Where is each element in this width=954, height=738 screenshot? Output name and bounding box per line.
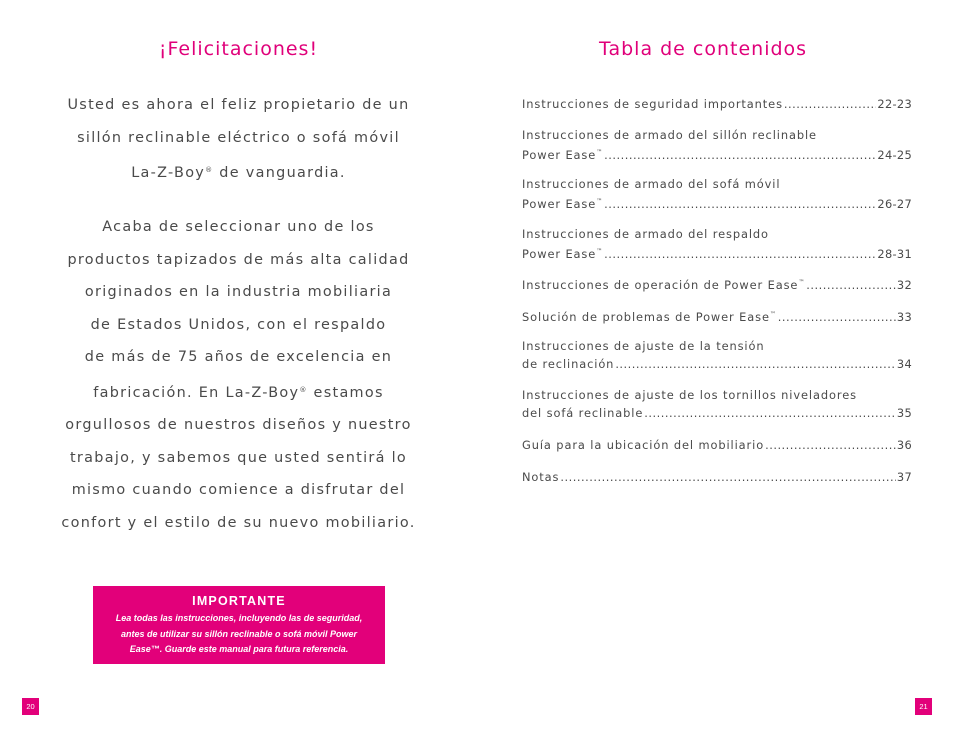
intro-line: de más de 75 años de excelencia en bbox=[84, 349, 393, 365]
toc-entry-title: Instrucciones de armado del respaldo bbox=[522, 227, 769, 241]
toc-entry-row bbox=[522, 355, 912, 373]
toc-leader-dots bbox=[604, 245, 876, 263]
toc-page-number: 24-25 bbox=[877, 148, 912, 162]
toc-entry-label-text: Power Ease bbox=[522, 148, 597, 162]
toc-entry-label bbox=[522, 306, 777, 326]
toc-page-number: 37 bbox=[896, 470, 912, 484]
toc-page-number: 36 bbox=[896, 438, 912, 452]
toc-leader-dots bbox=[778, 308, 896, 326]
intro-text: fabricación. En La-Z-Boy bbox=[93, 384, 300, 401]
intro-line: trabajo, y sabemos que usted sentirá lo bbox=[69, 449, 407, 466]
intro-line: Acaba de seleccionar uno de los bbox=[102, 219, 375, 235]
toc-leader-dots bbox=[560, 468, 896, 486]
toc-leader-dots bbox=[806, 276, 896, 294]
important-body bbox=[93, 611, 385, 658]
toc-entry-title: Instrucciones de armado del sofá móvil bbox=[522, 177, 781, 191]
toc-entry[interactable] bbox=[522, 225, 912, 263]
toc-entry-label-text: Instrucciones de operación de Power Ease bbox=[522, 278, 799, 292]
intro-line: de Estados Unidos, con el respaldo bbox=[90, 316, 387, 333]
toc-entry-row bbox=[522, 95, 912, 113]
toc-entry-label-text: Power Ease bbox=[522, 247, 597, 261]
toc-entry[interactable] bbox=[522, 468, 912, 486]
toc-page-number: 34 bbox=[896, 357, 912, 371]
toc-entry-row bbox=[522, 404, 912, 422]
important-line: Lea todas las instrucciones, incluyendo las de seguridad, bbox=[115, 613, 363, 623]
toc-entry-label-text: Guía para la ubicación del mobiliario bbox=[522, 438, 765, 452]
toc-entry-row bbox=[522, 274, 912, 294]
toc-entry-label-text: Instrucciones de seguridad importantes bbox=[522, 97, 783, 111]
intro-text: de vanguardia. bbox=[213, 165, 346, 181]
page-number-right: 21 bbox=[915, 698, 932, 715]
toc-entry-title: Instrucciones de armado del sillón reclinable bbox=[522, 128, 817, 142]
toc-entry-label-text: Power Ease bbox=[522, 197, 597, 211]
intro-paragraph-2 bbox=[20, 211, 457, 539]
intro-line: confort y el estilo de su nuevo mobiliario. bbox=[61, 514, 416, 531]
toc-entry-row bbox=[522, 243, 912, 263]
toc-entry-title: Instrucciones de ajuste de los tornillos niveladores bbox=[522, 388, 857, 402]
intro-line bbox=[20, 374, 457, 410]
toc-leader-dots bbox=[615, 355, 896, 373]
intro-line: sillón reclinable eléctrico o sofá móvil bbox=[77, 129, 400, 146]
intro-text: estamos bbox=[307, 384, 384, 401]
intro-line: productos tapizados de más alta calidad bbox=[67, 251, 410, 268]
toc-entry[interactable] bbox=[522, 436, 912, 454]
left-page-title: ¡Felicitaciones! bbox=[158, 38, 319, 60]
toc-entry-label bbox=[522, 404, 643, 422]
toc-page-number: 26-27 bbox=[877, 197, 912, 211]
toc-entry-title: Instrucciones de ajuste de la tensión bbox=[522, 339, 765, 353]
intro-line: Usted es ahora el feliz propietario de un bbox=[67, 97, 410, 113]
toc-entry-label bbox=[522, 144, 603, 164]
toc-entry-label bbox=[522, 355, 614, 373]
page-number-left: 20 bbox=[22, 698, 39, 715]
toc-entry-label-text: del sofá reclinable bbox=[522, 406, 644, 420]
intro-line: orgullosos de nuestros diseños y nuestro bbox=[65, 417, 412, 433]
toc-leader-dots bbox=[644, 404, 896, 422]
toc-entry[interactable] bbox=[522, 337, 912, 373]
registered-mark: ® bbox=[205, 166, 214, 174]
toc-entry[interactable] bbox=[522, 126, 912, 164]
toc-leader-dots bbox=[604, 195, 876, 213]
toc-entry-label-text: Solución de problemas de Power Ease bbox=[522, 310, 770, 324]
toc-entry[interactable] bbox=[522, 274, 912, 294]
toc-entry-label-text: de reclinación bbox=[522, 357, 615, 371]
toc-entry-label bbox=[522, 243, 603, 263]
toc-entry-row bbox=[522, 306, 912, 326]
trademark-mark: ™ bbox=[769, 311, 777, 318]
important-notice-box bbox=[93, 586, 385, 664]
toc-page-number: 28-31 bbox=[877, 247, 912, 261]
toc-entry-label bbox=[522, 193, 603, 213]
trademark-mark: ™ bbox=[596, 198, 604, 205]
toc-entry-label bbox=[522, 468, 559, 486]
toc-entry-row bbox=[522, 193, 912, 213]
toc-page-number: 33 bbox=[896, 310, 912, 324]
toc-page-number: 22-23 bbox=[877, 97, 912, 111]
toc-entry-row bbox=[522, 144, 912, 164]
important-line: Ease™. Guarde este manual para futura referencia. bbox=[129, 644, 349, 654]
toc-leader-dots bbox=[784, 95, 876, 113]
toc-entry[interactable] bbox=[522, 386, 912, 422]
registered-mark: ® bbox=[299, 385, 308, 394]
important-line: antes de utilizar su sillón reclinable o sofá móvil Power bbox=[120, 628, 358, 639]
toc-page-number: 35 bbox=[896, 406, 912, 420]
toc-entry[interactable] bbox=[522, 95, 912, 113]
toc-entry-label bbox=[522, 274, 805, 294]
intro-line bbox=[20, 154, 457, 190]
important-title: IMPORTANTE bbox=[192, 594, 286, 608]
toc-entry-label bbox=[522, 436, 764, 454]
toc-entry-label-text: Notas bbox=[522, 470, 560, 484]
toc-page-number: 32 bbox=[896, 278, 912, 292]
brand-name: La-Z-Boy bbox=[131, 165, 206, 181]
toc-entry-label bbox=[522, 95, 783, 113]
toc-leader-dots bbox=[765, 436, 896, 454]
intro-line: originados en la industria mobiliaria bbox=[84, 284, 393, 300]
trademark-mark: ™ bbox=[596, 149, 604, 156]
toc-entry-row bbox=[522, 468, 912, 486]
right-page-title: Tabla de contenidos bbox=[599, 38, 808, 60]
toc-leader-dots bbox=[604, 146, 876, 164]
trademark-mark: ™ bbox=[798, 279, 806, 286]
toc-entry-row bbox=[522, 436, 912, 454]
toc-entry[interactable] bbox=[522, 306, 912, 326]
intro-line: mismo cuando comience a disfrutar del bbox=[71, 482, 406, 498]
trademark-mark: ™ bbox=[596, 248, 604, 255]
intro-paragraph-1 bbox=[20, 89, 457, 190]
toc-entry[interactable] bbox=[522, 175, 912, 213]
